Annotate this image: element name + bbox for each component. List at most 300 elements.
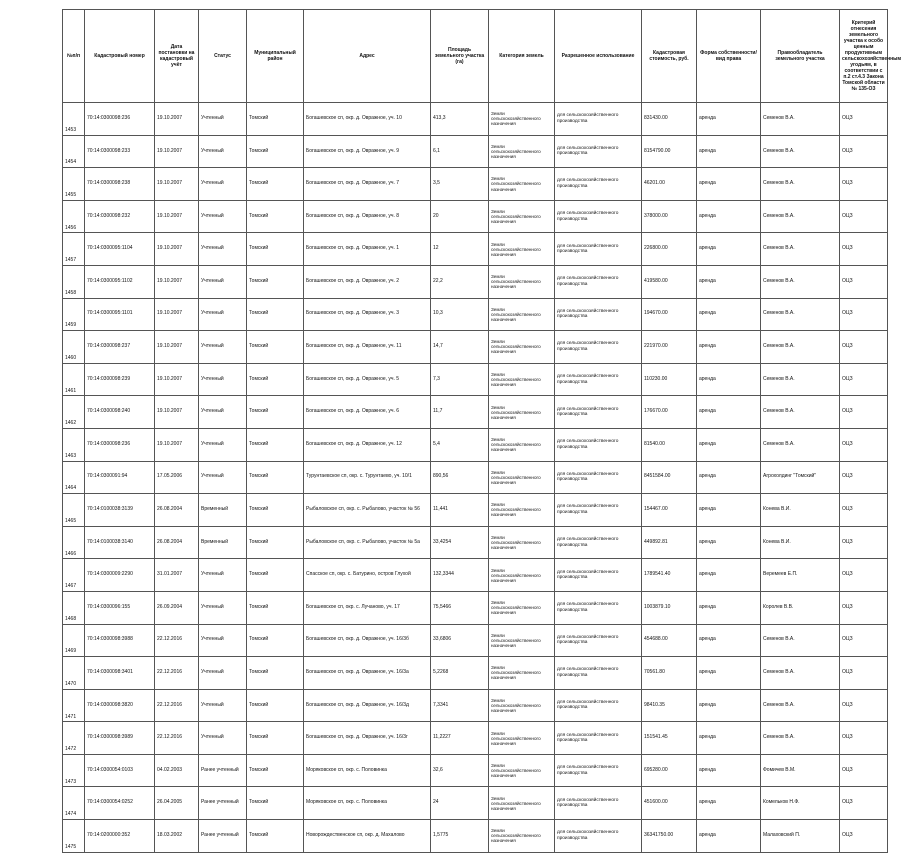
registration-date-cell: 26.09.2004 xyxy=(155,591,199,624)
table-row xyxy=(63,233,888,266)
criterion-cell: ОЦЗ xyxy=(840,168,888,201)
ownership-form-cell: аренда xyxy=(697,461,761,494)
status-cell: Учтенный xyxy=(199,265,247,298)
row-number-cell: 1474 xyxy=(63,787,85,820)
table-row xyxy=(63,754,888,787)
land-category-cell: Земли сельскохозяйственного назначения xyxy=(489,526,555,559)
status-cell: Учтенный xyxy=(199,331,247,364)
ownership-form-cell: аренда xyxy=(697,820,761,853)
cadastral-value-cell: 176670.00 xyxy=(642,396,697,429)
header-district: Муниципальный район xyxy=(247,10,304,103)
right-holder-cell: Семенов В.А. xyxy=(761,135,840,168)
district-cell: Томский xyxy=(247,396,304,429)
cadastral-value-cell: 454688.00 xyxy=(642,624,697,657)
criterion-cell: ОЦЗ xyxy=(840,396,888,429)
right-holder-cell: Семенов В.А. xyxy=(761,657,840,690)
address-cell: Богашевское сп, окр. д. Овражное, уч. 3 xyxy=(304,298,431,331)
header-ownership-form: Форма собственности/вид права xyxy=(697,10,761,103)
cadastral-number-cell: 70:14:0300098:238 xyxy=(85,168,155,201)
cadastral-value-cell: 831430.00 xyxy=(642,103,697,136)
criterion-cell: ОЦЗ xyxy=(840,200,888,233)
district-cell: Томский xyxy=(247,820,304,853)
status-cell: Учтенный xyxy=(199,722,247,755)
permitted-use-cell: для сельскохозяйственного производства xyxy=(555,494,642,527)
permitted-use-cell: для сельскохозяйственного производства xyxy=(555,363,642,396)
permitted-use-cell: для сельскохозяйственного производства xyxy=(555,168,642,201)
address-cell: Богашевское сп, окр. д. Овражное, уч. 10 xyxy=(304,103,431,136)
right-holder-cell: Конева В.И. xyxy=(761,494,840,527)
registration-date-cell: 22.12.2016 xyxy=(155,722,199,755)
table-row xyxy=(63,820,888,853)
registration-date-cell: 22.12.2016 xyxy=(155,657,199,690)
cadastral-number-cell: 70:14:0300098:236 xyxy=(85,428,155,461)
table-row xyxy=(63,200,888,233)
row-number-cell: 1468 xyxy=(63,591,85,624)
registration-date-cell: 22.12.2016 xyxy=(155,689,199,722)
header-right-holder: Правообладатель земельного участка xyxy=(761,10,840,103)
permitted-use-cell: для сельскохозяйственного производства xyxy=(555,135,642,168)
criterion-cell: ОЦЗ xyxy=(840,363,888,396)
cadastral-number-cell: 70:14:0300098:3989 xyxy=(85,722,155,755)
cadastral-value-cell: 449892.81 xyxy=(642,526,697,559)
table-row xyxy=(63,591,888,624)
ownership-form-cell: аренда xyxy=(697,787,761,820)
district-cell: Томский xyxy=(247,200,304,233)
area-cell: 20 xyxy=(431,200,489,233)
land-category-cell: Земли сельскохозяйственного назначения xyxy=(489,722,555,755)
criterion-cell: ОЦЗ xyxy=(840,559,888,592)
ownership-form-cell: аренда xyxy=(697,168,761,201)
area-cell: 33,4254 xyxy=(431,526,489,559)
ownership-form-cell: аренда xyxy=(697,624,761,657)
land-category-cell: Земли сельскохозяйственного назначения xyxy=(489,591,555,624)
header-land-category: Категория земель xyxy=(489,10,555,103)
ownership-form-cell: аренда xyxy=(697,331,761,364)
area-cell: 33,6806 xyxy=(431,624,489,657)
row-number-cell: 1454 xyxy=(63,135,85,168)
registration-date-cell: 26.08.2004 xyxy=(155,494,199,527)
registration-date-cell: 19.10.2007 xyxy=(155,331,199,364)
address-cell: Богашевское сп, окр. д. Овражное, уч. 16/3г xyxy=(304,722,431,755)
criterion-cell: ОЦЗ xyxy=(840,103,888,136)
cadastral-number-cell: 70:14:0300098:3401 xyxy=(85,657,155,690)
district-cell: Томский xyxy=(247,363,304,396)
table-row xyxy=(63,428,888,461)
land-category-cell: Земли сельскохозяйственного назначения xyxy=(489,298,555,331)
district-cell: Томский xyxy=(247,722,304,755)
ownership-form-cell: аренда xyxy=(697,591,761,624)
cadastral-number-cell: 70:14:0300098:233 xyxy=(85,135,155,168)
permitted-use-cell: для сельскохозяйственного производства xyxy=(555,265,642,298)
address-cell: Рыбаловское сп, окр. с. Рыбалово, участок № 5а xyxy=(304,526,431,559)
permitted-use-cell: для сельскохозяйственного производства xyxy=(555,526,642,559)
ownership-form-cell: аренда xyxy=(697,428,761,461)
registration-date-cell: 19.10.2007 xyxy=(155,265,199,298)
ownership-form-cell: аренда xyxy=(697,233,761,266)
right-holder-cell: Веремеев Е.П. xyxy=(761,559,840,592)
area-cell: 11,2227 xyxy=(431,722,489,755)
criterion-cell: ОЦЗ xyxy=(840,820,888,853)
area-cell: 890,56 xyxy=(431,461,489,494)
right-holder-cell: Королев В.В. xyxy=(761,591,840,624)
land-category-cell: Земли сельскохозяйственного назначения xyxy=(489,396,555,429)
registration-date-cell: 19.10.2007 xyxy=(155,298,199,331)
district-cell: Томский xyxy=(247,624,304,657)
cadastral-value-cell: 154467.00 xyxy=(642,494,697,527)
cadastral-number-cell: 70:14:0300054:0252 xyxy=(85,787,155,820)
row-number-cell: 1456 xyxy=(63,200,85,233)
ownership-form-cell: аренда xyxy=(697,754,761,787)
cadastral-number-cell: 70:14:0100038:3139 xyxy=(85,494,155,527)
header-permitted-use: Разрешенное использование xyxy=(555,10,642,103)
cadastral-value-cell: 1789541.40 xyxy=(642,559,697,592)
address-cell: Моряковское сп, окр. с. Половинка xyxy=(304,754,431,787)
cadastral-value-cell: 36341750.00 xyxy=(642,820,697,853)
registration-date-cell: 19.10.2007 xyxy=(155,135,199,168)
ownership-form-cell: аренда xyxy=(697,298,761,331)
header-address: Адрес xyxy=(304,10,431,103)
right-holder-cell: Семенов В.А. xyxy=(761,265,840,298)
land-category-cell: Земли сельскохозяйственного назначения xyxy=(489,820,555,853)
permitted-use-cell: для сельскохозяйственного производства xyxy=(555,103,642,136)
status-cell: Учтенный xyxy=(199,624,247,657)
header-registration-date: Дата постановки на кадастровый учёт xyxy=(155,10,199,103)
table-row xyxy=(63,135,888,168)
address-cell: Моряковское сп, окр. с. Половинка xyxy=(304,787,431,820)
area-cell: 6,1 xyxy=(431,135,489,168)
right-holder-cell: Семенов В.А. xyxy=(761,168,840,201)
area-cell: 75,5466 xyxy=(431,591,489,624)
area-cell: 7,3 xyxy=(431,363,489,396)
registration-date-cell: 18.03.2002 xyxy=(155,820,199,853)
permitted-use-cell: для сельскохозяйственного производства xyxy=(555,428,642,461)
permitted-use-cell: для сельскохозяйственного производства xyxy=(555,624,642,657)
row-number-cell: 1475 xyxy=(63,820,85,853)
land-category-cell: Земли сельскохозяйственного назначения xyxy=(489,787,555,820)
land-category-cell: Земли сельскохозяйственного назначения xyxy=(489,363,555,396)
cadastral-number-cell: 70:14:0300091:94 xyxy=(85,461,155,494)
cadastral-number-cell: 70:14:0300009:2290 xyxy=(85,559,155,592)
permitted-use-cell: для сельскохозяйственного производства xyxy=(555,559,642,592)
status-cell: Ранее учтенный xyxy=(199,820,247,853)
row-number-cell: 1469 xyxy=(63,624,85,657)
area-cell: 1,5775 xyxy=(431,820,489,853)
status-cell: Учтенный xyxy=(199,428,247,461)
area-cell: 12 xyxy=(431,233,489,266)
cadastral-value-cell: 8451584.00 xyxy=(642,461,697,494)
registration-date-cell: 19.10.2007 xyxy=(155,103,199,136)
row-number-cell: 1463 xyxy=(63,428,85,461)
area-cell: 413,3 xyxy=(431,103,489,136)
right-holder-cell: Семенов В.А. xyxy=(761,396,840,429)
table-row xyxy=(63,396,888,429)
table-row xyxy=(63,526,888,559)
ownership-form-cell: аренда xyxy=(697,135,761,168)
cadastral-number-cell: 70:14:0300098:240 xyxy=(85,396,155,429)
permitted-use-cell: для сельскохозяйственного производства xyxy=(555,200,642,233)
table-row xyxy=(63,689,888,722)
criterion-cell: ОЦЗ xyxy=(840,624,888,657)
district-cell: Томский xyxy=(247,298,304,331)
area-cell: 5,4 xyxy=(431,428,489,461)
ownership-form-cell: аренда xyxy=(697,722,761,755)
district-cell: Томский xyxy=(247,265,304,298)
land-category-cell: Земли сельскохозяйственного назначения xyxy=(489,233,555,266)
ownership-form-cell: аренда xyxy=(697,657,761,690)
permitted-use-cell: для сельскохозяйственного производства xyxy=(555,722,642,755)
row-number-cell: 1466 xyxy=(63,526,85,559)
criterion-cell: ОЦЗ xyxy=(840,298,888,331)
address-cell: Новорождественское сп, окр. д. Махалово xyxy=(304,820,431,853)
right-holder-cell: Семенов В.А. xyxy=(761,428,840,461)
criterion-cell: ОЦЗ xyxy=(840,494,888,527)
row-number-cell: 1470 xyxy=(63,657,85,690)
header-number: №п/п xyxy=(63,10,85,103)
row-number-cell: 1458 xyxy=(63,265,85,298)
table-row xyxy=(63,265,888,298)
land-category-cell: Земли сельскохозяйственного назначения xyxy=(489,494,555,527)
area-cell: 10,3 xyxy=(431,298,489,331)
right-holder-cell: Конева В.И. xyxy=(761,526,840,559)
cadastral-value-cell: 70561.80 xyxy=(642,657,697,690)
registration-date-cell: 26.04.2005 xyxy=(155,787,199,820)
cadastral-value-cell: 1003879.10 xyxy=(642,591,697,624)
table-row xyxy=(63,363,888,396)
row-number-cell: 1473 xyxy=(63,754,85,787)
row-number-cell: 1467 xyxy=(63,559,85,592)
criterion-cell: ОЦЗ xyxy=(840,722,888,755)
district-cell: Томский xyxy=(247,591,304,624)
address-cell: Богашевское сп, окр. д. Овражное, уч. 16/3б xyxy=(304,624,431,657)
status-cell: Учтенный xyxy=(199,396,247,429)
right-holder-cell: Семенов В.А. xyxy=(761,363,840,396)
district-cell: Томский xyxy=(247,494,304,527)
table-row xyxy=(63,103,888,136)
land-category-cell: Земли сельскохозяйственного назначения xyxy=(489,135,555,168)
ownership-form-cell: аренда xyxy=(697,200,761,233)
cadastral-value-cell: 226800.00 xyxy=(642,233,697,266)
table-header-row xyxy=(63,10,888,103)
address-cell: Спасское сп, окр. с. Батурино, остров Глухой xyxy=(304,559,431,592)
cadastral-number-cell: 70:14:0300095:1102 xyxy=(85,265,155,298)
row-number-cell: 1459 xyxy=(63,298,85,331)
land-plots-table xyxy=(62,9,902,853)
land-category-cell: Земли сельскохозяйственного назначения xyxy=(489,265,555,298)
criterion-cell: ОЦЗ xyxy=(840,461,888,494)
cadastral-number-cell: 70:14:0300095:1101 xyxy=(85,298,155,331)
right-holder-cell: Фомичев В.М. xyxy=(761,754,840,787)
ownership-form-cell: аренда xyxy=(697,396,761,429)
right-holder-cell: Малаховский П. xyxy=(761,820,840,853)
header-criterion: Критерий отнесения земельного участка к особо ценным продуктивным сельскохозяйственным угодьям, в соответствии с п.2 ст.4.3 Закона Томской области № 135-ОЗ xyxy=(840,10,888,103)
address-cell: Богашевское сп, окр. д. Овражное, уч. 8 xyxy=(304,200,431,233)
area-cell: 14,7 xyxy=(431,331,489,364)
header-area: Площадь земельного участка (га) xyxy=(431,10,489,103)
row-number-cell: 1472 xyxy=(63,722,85,755)
permitted-use-cell: для сельскохозяйственного производства xyxy=(555,689,642,722)
cadastral-value-cell: 194670.00 xyxy=(642,298,697,331)
criterion-cell: ОЦЗ xyxy=(840,526,888,559)
land-category-cell: Земли сельскохозяйственного назначения xyxy=(489,103,555,136)
district-cell: Томский xyxy=(247,787,304,820)
registration-date-cell: 19.10.2007 xyxy=(155,233,199,266)
address-cell: Богашевское сп, окр. с. Лучаново, уч. 17 xyxy=(304,591,431,624)
cadastral-number-cell: 70:14:0300098:236 xyxy=(85,103,155,136)
land-category-cell: Земли сельскохозяйственного назначения xyxy=(489,168,555,201)
registration-date-cell: 31.01.2007 xyxy=(155,559,199,592)
cadastral-value-cell: 419580.00 xyxy=(642,265,697,298)
status-cell: Учтенный xyxy=(199,200,247,233)
cadastral-value-cell: 46201.00 xyxy=(642,168,697,201)
land-category-cell: Земли сельскохозяйственного назначения xyxy=(489,657,555,690)
criterion-cell: ОЦЗ xyxy=(840,787,888,820)
cadastral-value-cell: 451600.00 xyxy=(642,787,697,820)
right-holder-cell: Комельков Н.Ф. xyxy=(761,787,840,820)
ownership-form-cell: аренда xyxy=(697,526,761,559)
cadastral-value-cell: 81540.00 xyxy=(642,428,697,461)
criterion-cell: ОЦЗ xyxy=(840,689,888,722)
status-cell: Временный xyxy=(199,494,247,527)
land-category-cell: Земли сельскохозяйственного назначения xyxy=(489,428,555,461)
address-cell: Богашевское сп, окр. д. Овражное, уч. 16/3а xyxy=(304,657,431,690)
cadastral-number-cell: 70:14:0300098:3988 xyxy=(85,624,155,657)
cadastral-number-cell: 70:14:0100038:3140 xyxy=(85,526,155,559)
table-row xyxy=(63,624,888,657)
ownership-form-cell: аренда xyxy=(697,103,761,136)
cadastral-value-cell: 695280.00 xyxy=(642,754,697,787)
address-cell: Богашевское сп, окр. д. Овражное, уч. 5 xyxy=(304,363,431,396)
cadastral-value-cell: 98410.35 xyxy=(642,689,697,722)
permitted-use-cell: для сельскохозяйственного производства xyxy=(555,787,642,820)
status-cell: Учтенный xyxy=(199,657,247,690)
land-category-cell: Земли сельскохозяйственного назначения xyxy=(489,689,555,722)
land-category-cell: Земли сельскохозяйственного назначения xyxy=(489,461,555,494)
address-cell: Богашевское сп, окр. д. Овражное, уч. 11 xyxy=(304,331,431,364)
right-holder-cell: Семенов В.А. xyxy=(761,331,840,364)
registration-date-cell: 19.10.2007 xyxy=(155,428,199,461)
cadastral-number-cell: 70:14:0300096:155 xyxy=(85,591,155,624)
criterion-cell: ОЦЗ xyxy=(840,428,888,461)
land-category-cell: Земли сельскохозяйственного назначения xyxy=(489,331,555,364)
ownership-form-cell: аренда xyxy=(697,559,761,592)
permitted-use-cell: для сельскохозяйственного производства xyxy=(555,657,642,690)
address-cell: Богашевское сп, окр. д. Овражное, уч. 1 xyxy=(304,233,431,266)
cadastral-value-cell: 151541.45 xyxy=(642,722,697,755)
address-cell: Богашевское сп, окр. д. Овражное, уч. 16/3д xyxy=(304,689,431,722)
status-cell: Учтенный xyxy=(199,461,247,494)
criterion-cell: ОЦЗ xyxy=(840,754,888,787)
permitted-use-cell: для сельскохозяйственного производства xyxy=(555,461,642,494)
permitted-use-cell: для сельскохозяйственного производства xyxy=(555,754,642,787)
land-category-cell: Земли сельскохозяйственного назначения xyxy=(489,624,555,657)
criterion-cell: ОЦЗ xyxy=(840,135,888,168)
table-row xyxy=(63,787,888,820)
criterion-cell: ОЦЗ xyxy=(840,657,888,690)
table-row xyxy=(63,657,888,690)
right-holder-cell: Семенов В.А. xyxy=(761,624,840,657)
district-cell: Томский xyxy=(247,103,304,136)
right-holder-cell: Семенов В.А. xyxy=(761,103,840,136)
district-cell: Томский xyxy=(247,657,304,690)
cadastral-number-cell: 70:14:0300054:0103 xyxy=(85,754,155,787)
row-number-cell: 1460 xyxy=(63,331,85,364)
district-cell: Томский xyxy=(247,168,304,201)
table-row xyxy=(63,461,888,494)
table-row xyxy=(63,298,888,331)
right-holder-cell: Семенов В.А. xyxy=(761,233,840,266)
criterion-cell: ОЦЗ xyxy=(840,331,888,364)
row-number-cell: 1453 xyxy=(63,103,85,136)
area-cell: 22,2 xyxy=(431,265,489,298)
permitted-use-cell: для сельскохозяйственного производства xyxy=(555,396,642,429)
status-cell: Учтенный xyxy=(199,559,247,592)
table-row xyxy=(63,559,888,592)
registration-date-cell: 22.12.2016 xyxy=(155,624,199,657)
right-holder-cell: Семенов В.А. xyxy=(761,200,840,233)
permitted-use-cell: для сельскохозяйственного производства xyxy=(555,591,642,624)
address-cell: Богашевское сп, окр. д. Овражное, уч. 2 xyxy=(304,265,431,298)
table-row xyxy=(63,494,888,527)
ownership-form-cell: аренда xyxy=(697,494,761,527)
status-cell: Временный xyxy=(199,526,247,559)
cadastral-number-cell: 70:14:0300098:239 xyxy=(85,363,155,396)
land-category-cell: Земли сельскохозяйственного назначения xyxy=(489,754,555,787)
district-cell: Томский xyxy=(247,559,304,592)
permitted-use-cell: для сельскохозяйственного производства xyxy=(555,331,642,364)
table-row xyxy=(63,331,888,364)
address-cell: Богашевское сп, окр. д. Овражное, уч. 9 xyxy=(304,135,431,168)
address-cell: Богашевское сп, окр. д. Овражное, уч. 12 xyxy=(304,428,431,461)
registration-date-cell: 26.08.2004 xyxy=(155,526,199,559)
status-cell: Ранее учтенный xyxy=(199,787,247,820)
registration-date-cell: 17.05.2006 xyxy=(155,461,199,494)
header-cadastral-value: Кадастровая стоимость, руб. xyxy=(642,10,697,103)
status-cell: Учтенный xyxy=(199,135,247,168)
area-cell: 32,6 xyxy=(431,754,489,787)
district-cell: Томский xyxy=(247,526,304,559)
permitted-use-cell: для сельскохозяйственного производства xyxy=(555,233,642,266)
land-category-cell: Земли сельскохозяйственного назначения xyxy=(489,200,555,233)
status-cell: Учтенный xyxy=(199,363,247,396)
address-cell: Турунтаевское сп, окр. с. Турунтаево, уч. 10/1 xyxy=(304,461,431,494)
row-number-cell: 1471 xyxy=(63,689,85,722)
district-cell: Томский xyxy=(247,233,304,266)
status-cell: Учтенный xyxy=(199,298,247,331)
ownership-form-cell: аренда xyxy=(697,265,761,298)
area-cell: 11,7 xyxy=(431,396,489,429)
right-holder-cell: Семенов В.А. xyxy=(761,689,840,722)
area-cell: 132,3344 xyxy=(431,559,489,592)
district-cell: Томский xyxy=(247,461,304,494)
table-row xyxy=(63,168,888,201)
row-number-cell: 1455 xyxy=(63,168,85,201)
district-cell: Томский xyxy=(247,689,304,722)
area-cell: 7,3341 xyxy=(431,689,489,722)
cadastral-number-cell: 70:14:0300098:237 xyxy=(85,331,155,364)
district-cell: Томский xyxy=(247,331,304,364)
status-cell: Ранее учтенный xyxy=(199,754,247,787)
registration-date-cell: 19.10.2007 xyxy=(155,168,199,201)
status-cell: Учтенный xyxy=(199,233,247,266)
area-cell: 24 xyxy=(431,787,489,820)
area-cell: 11,441 xyxy=(431,494,489,527)
cadastral-number-cell: 70:14:0300095:1104 xyxy=(85,233,155,266)
district-cell: Томский xyxy=(247,428,304,461)
criterion-cell: ОЦЗ xyxy=(840,233,888,266)
registration-date-cell: 19.10.2007 xyxy=(155,200,199,233)
address-cell: Рыбаловское сп, окр. с. Рыбалово, участок № 56 xyxy=(304,494,431,527)
registration-date-cell: 19.10.2007 xyxy=(155,396,199,429)
